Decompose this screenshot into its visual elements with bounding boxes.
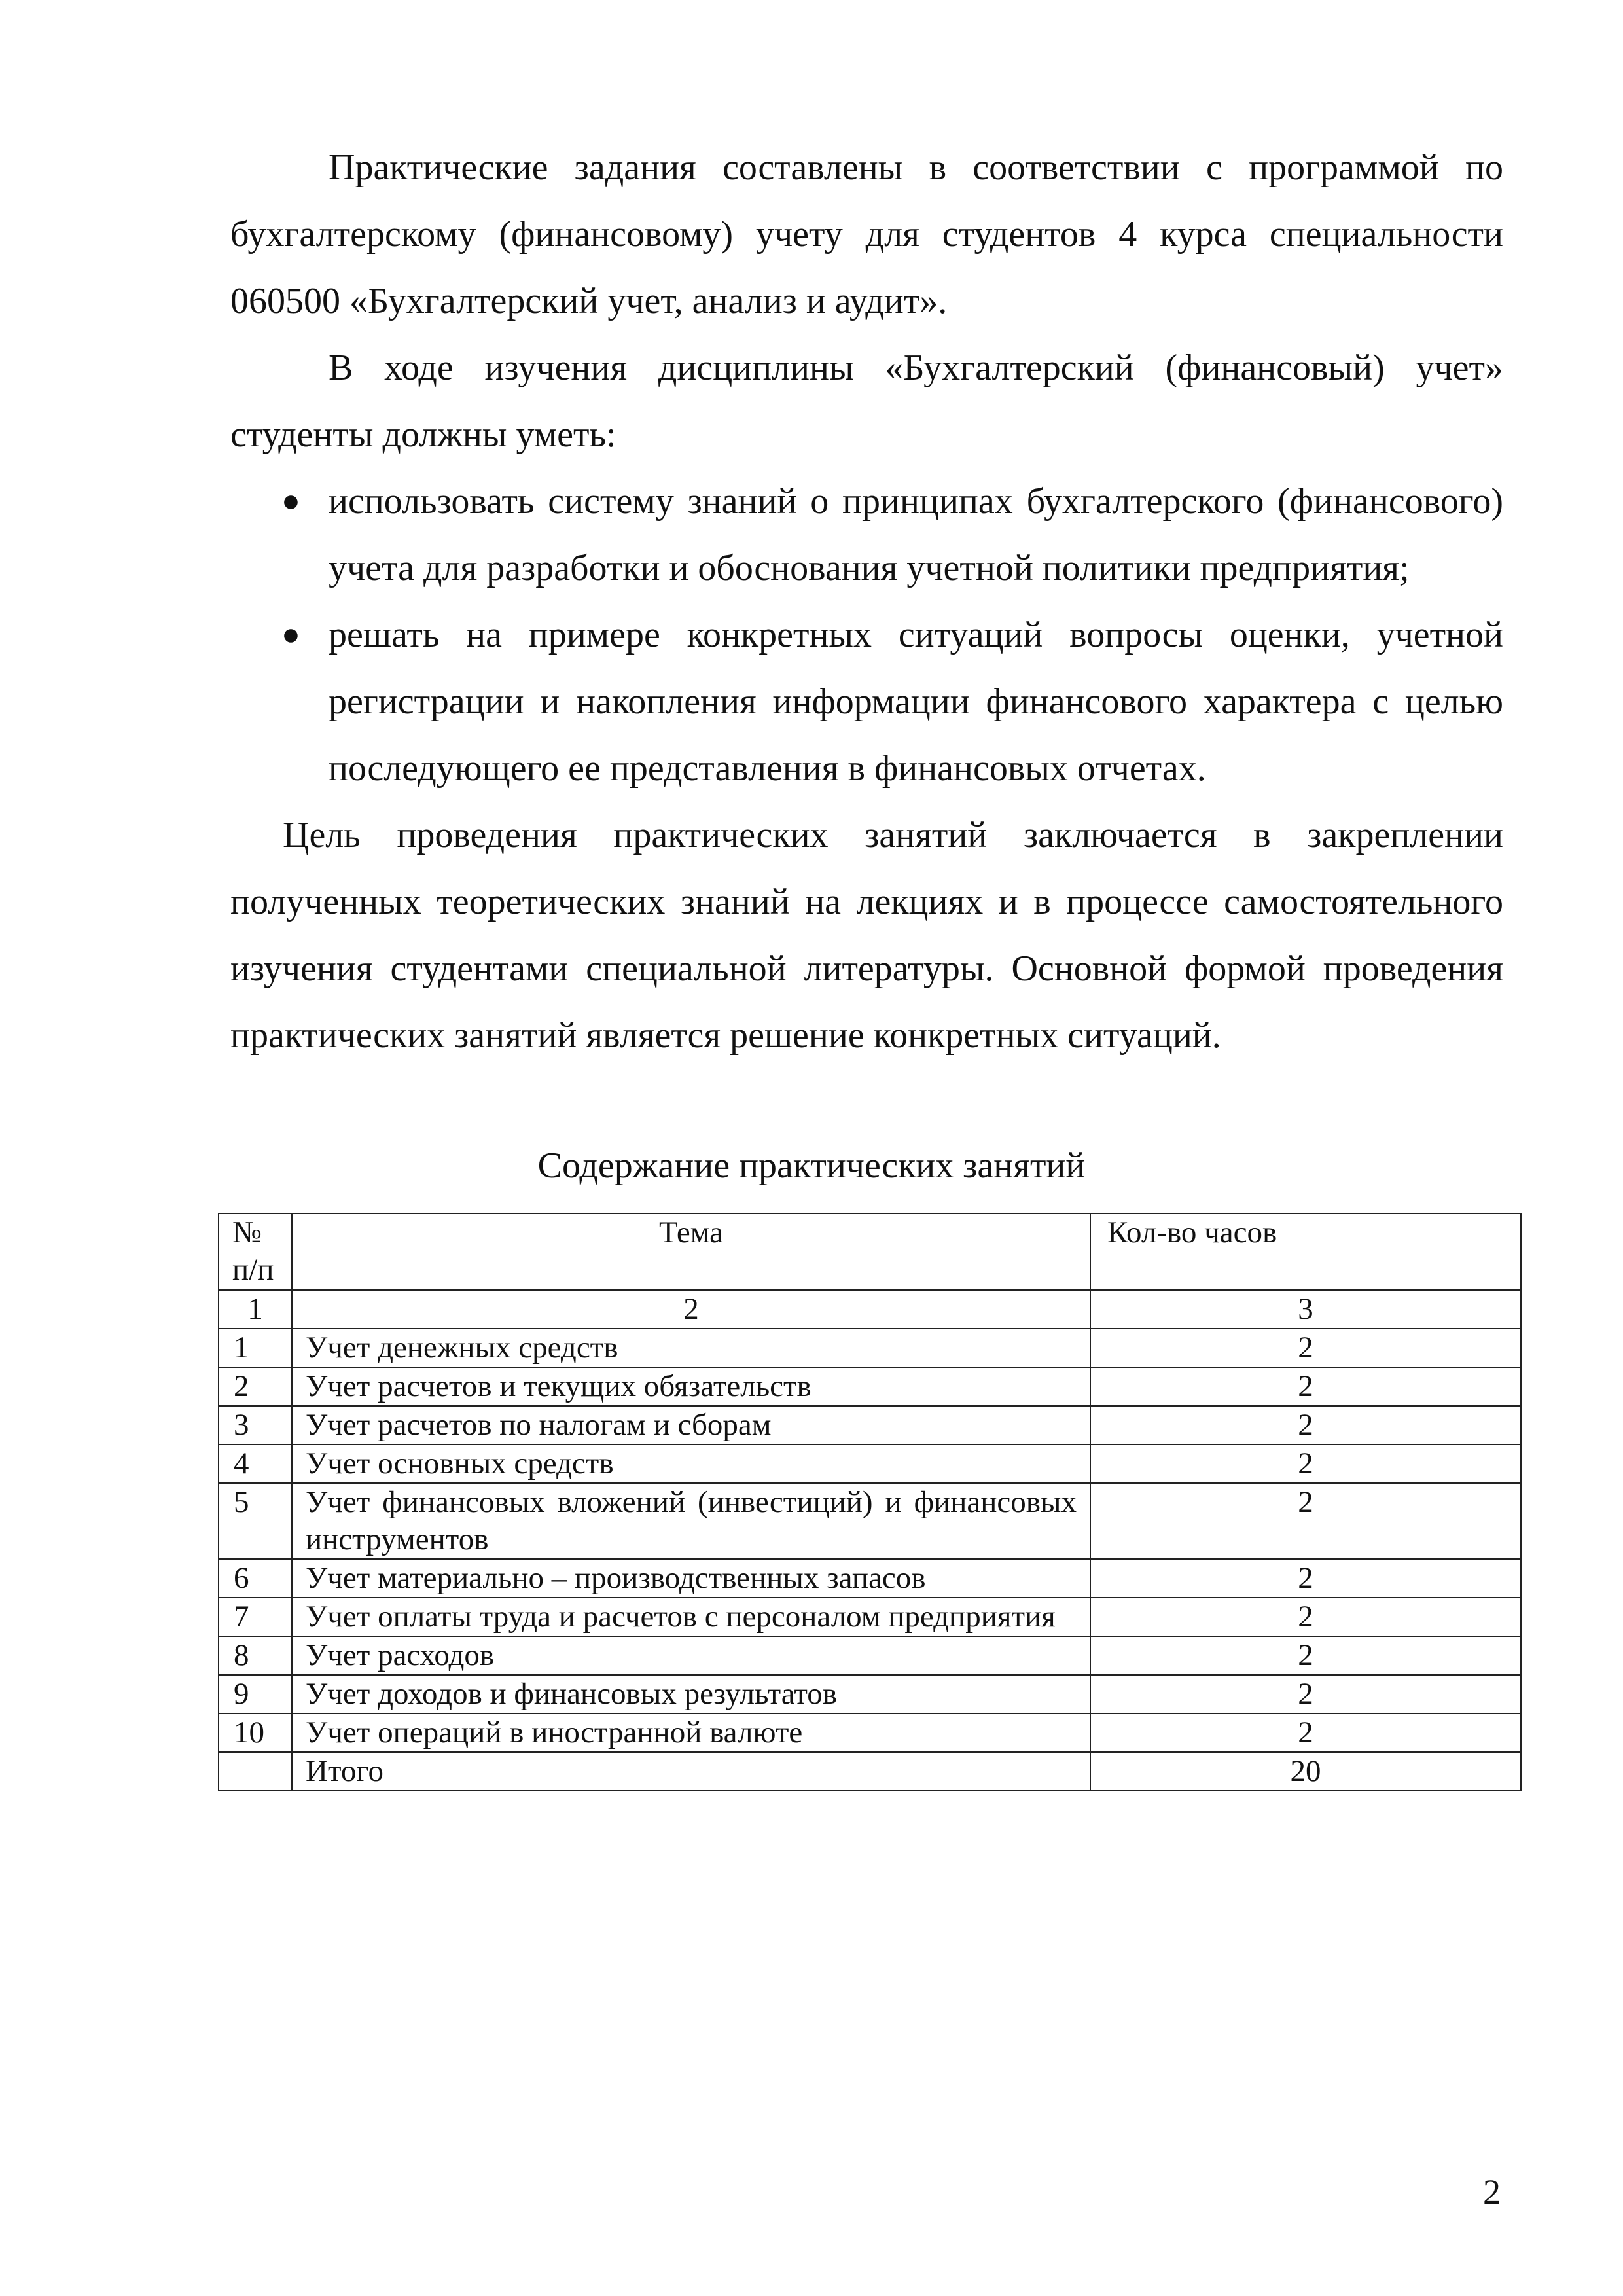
table-row [219, 1483, 1521, 1559]
row-hours [1090, 1444, 1521, 1483]
table-row [219, 1636, 1521, 1675]
table-row [219, 1406, 1521, 1444]
row-hours [1090, 1329, 1521, 1367]
row-number: 1 [219, 1329, 292, 1367]
page-number: 2 [1483, 2172, 1501, 2212]
numbering-cell-value: 3 [1298, 1292, 1313, 1326]
row-number: 4 [219, 1444, 292, 1483]
table-numbering-row [219, 1290, 1521, 1329]
row-topic: Учет денежных средств [292, 1329, 1090, 1367]
numbering-cell: 2 [292, 1290, 1090, 1329]
table-row [219, 1598, 1521, 1636]
table-row [219, 1559, 1521, 1598]
table-header-row [219, 1213, 1521, 1290]
row-topic: Учет финансовых вложений (инвестиций) и финансовых инструментов [292, 1483, 1090, 1559]
row-hours-value: 2 [1298, 1561, 1313, 1595]
row-number: 2 [219, 1367, 292, 1406]
skills-list [230, 468, 1503, 802]
row-number: 8 [219, 1636, 292, 1675]
body-text [230, 134, 1503, 1069]
intro-paragraph: Практические задания составлены в соответствии с программой по бухгалтерскому (финансовому) учету для студентов 4 курса специальности 060500 «Бухгалтерский учет, анализ и аудит». [230, 147, 1503, 321]
row-hours-value: 2 [1298, 1715, 1313, 1749]
row-topic: Учет расчетов и текущих обязательств [292, 1367, 1090, 1406]
row-hours-value: 2 [1298, 1677, 1313, 1711]
total-hours [1090, 1752, 1521, 1791]
practice-table [218, 1213, 1522, 1791]
skills-intro-paragraph: В ходе изучения дисциплины «Бухгалтерский (финансовый) учет» студенты должны уметь: [230, 348, 1503, 455]
row-number: 6 [219, 1559, 292, 1598]
row-hours-value: 2 [1298, 1638, 1313, 1672]
list-item [230, 468, 1503, 601]
row-number: 3 [219, 1406, 292, 1444]
table-total-row [219, 1752, 1521, 1791]
row-hours [1090, 1559, 1521, 1598]
row-hours [1090, 1675, 1521, 1713]
row-topic: Учет доходов и финансовых результатов [292, 1675, 1090, 1713]
row-hours-value: 2 [1298, 1408, 1313, 1442]
table-caption: Содержание практических занятий [537, 1145, 1086, 1186]
row-topic: Учет материально – производственных запасов [292, 1559, 1090, 1598]
table-row [219, 1329, 1521, 1367]
header-number [219, 1213, 292, 1290]
row-topic: Учет оплаты труда и расчетов с персоналом предприятия [292, 1598, 1090, 1636]
numbering-cell: 1 [219, 1290, 292, 1329]
total-number [219, 1752, 292, 1791]
row-hours-value: 2 [1298, 1446, 1313, 1480]
row-hours [1090, 1636, 1521, 1675]
bullet-icon: ● [281, 617, 300, 652]
header-topic: Тема [292, 1213, 1090, 1290]
numbering-cell [1090, 1290, 1521, 1329]
table-row [219, 1444, 1521, 1483]
row-hours [1090, 1598, 1521, 1636]
row-number: 10 [219, 1713, 292, 1752]
total-label: Итого [292, 1752, 1090, 1791]
list-item-text: решать на примере конкретных ситуаций вопросы оценки, учетной регистрации и накопления информации финансового характера с целью последующего ее представления в финансовых отчетах. [329, 615, 1503, 789]
table-row [219, 1713, 1521, 1752]
row-hours-value: 2 [1298, 1369, 1313, 1403]
row-number: 5 [219, 1483, 292, 1559]
row-topic: Учет расчетов по налогам и сборам [292, 1406, 1090, 1444]
header-number-label: № п/п [232, 1215, 274, 1287]
row-hours-value: 2 [1298, 1485, 1313, 1519]
total-hours-value: 20 [1290, 1754, 1321, 1788]
row-number: 7 [219, 1598, 292, 1636]
header-hours: Кол-во часов [1090, 1213, 1521, 1290]
list-item-text: использовать систему знаний о принципах бухгалтерского (финансового) учета для разработки и обоснования учетной политики предприятия; [329, 481, 1503, 588]
table-row [219, 1367, 1521, 1406]
row-hours [1090, 1713, 1521, 1752]
row-hours-value: 2 [1298, 1331, 1313, 1365]
row-topic: Учет операций в иностранной валюте [292, 1713, 1090, 1752]
row-hours [1090, 1406, 1521, 1444]
goal-paragraph: Цель проведения практических занятий заключается в закреплении полученных теоретических знаний на лекциях и в процессе самостоятельного изучения студентами специальной литературы. Основной формой проведения практических занятий является решение конкретных ситуаций. [230, 815, 1503, 1056]
row-hours [1090, 1483, 1521, 1559]
row-number: 9 [219, 1675, 292, 1713]
row-hours-value: 2 [1298, 1600, 1313, 1634]
row-topic: Учет расходов [292, 1636, 1090, 1675]
row-hours [1090, 1367, 1521, 1406]
row-topic: Учет основных средств [292, 1444, 1090, 1483]
list-item [230, 601, 1503, 802]
table-row [219, 1675, 1521, 1713]
bullet-icon: ● [281, 484, 300, 518]
